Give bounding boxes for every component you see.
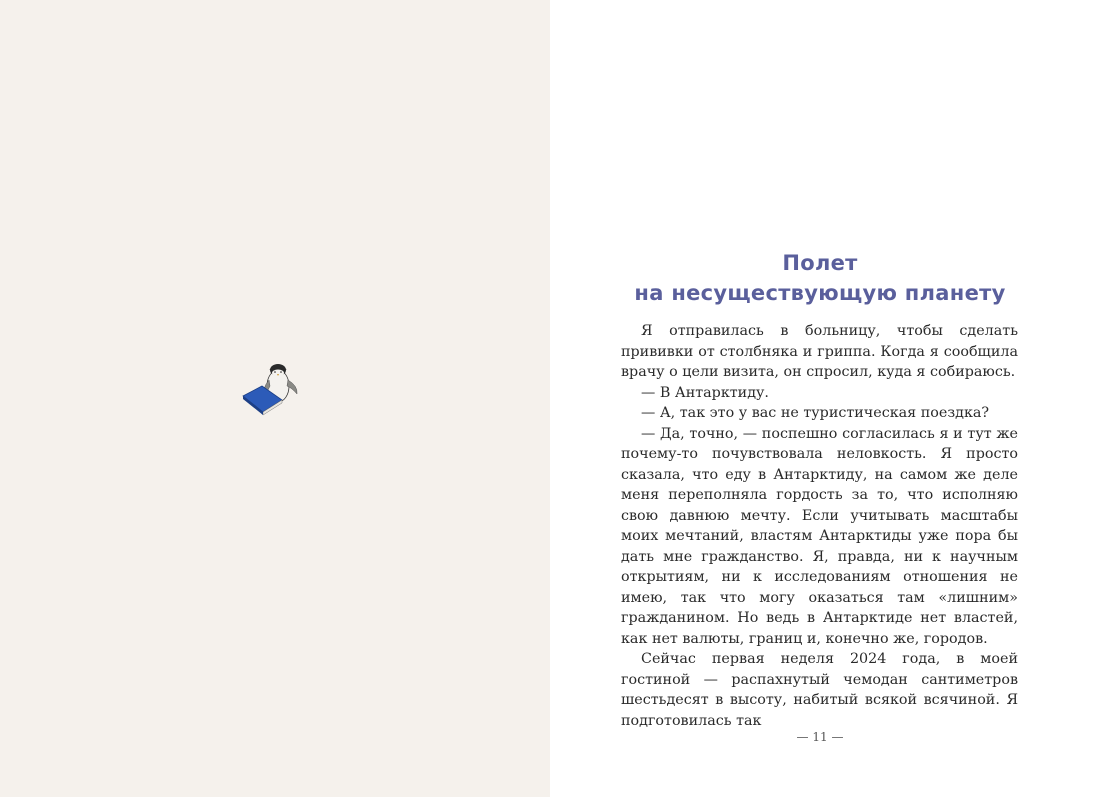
chapter-body	[621, 321, 1018, 731]
dialogue-line: — А, так это у вас не туристическая поездка?	[641, 405, 990, 421]
dialogue-line: — В Антарктиду.	[641, 384, 769, 401]
paragraph: — Да, точно, — поспешно согласилась я и тут же почему-то почувствовала неловкость. Я просто сказала, что еду в Антарктиду, на самом же деле меня переполняла гордость за то, что исполняю свою давнюю мечту. Если учитывать масштабы моих мечтаний, властям Антарктиды уже пора бы дать мне гражданство. Я, правда, ни к научным открытиям, ни к исследованиям отношения не имею, так что могу оказаться там «лишним» гражданином. Но ведь в Антарктиде нет властей, как нет валюты, границ и, конечно же, городов.	[621, 425, 1018, 647]
page-number: — 11 —	[796, 730, 844, 744]
penguin-with-book-icon	[240, 358, 302, 416]
chapter-title	[600, 248, 1040, 308]
paragraph: Сейчас первая неделя 2024 года, в моей гостиной — распахнутый чемодан сантиметров шестьдесят в высоту, набитый всякой всячиной. Я подготовилась так	[621, 651, 1018, 729]
paragraph: Я отправилась в больницу, чтобы сделать прививки от столбняка и гриппа. Когда я сообщила врачу о цели визита, он спросил, куда я собираюсь.	[621, 323, 1018, 380]
chapter-title-line-2: на несуществующую планету	[634, 281, 1006, 305]
chapter-title-line-1: Полет	[782, 251, 858, 275]
